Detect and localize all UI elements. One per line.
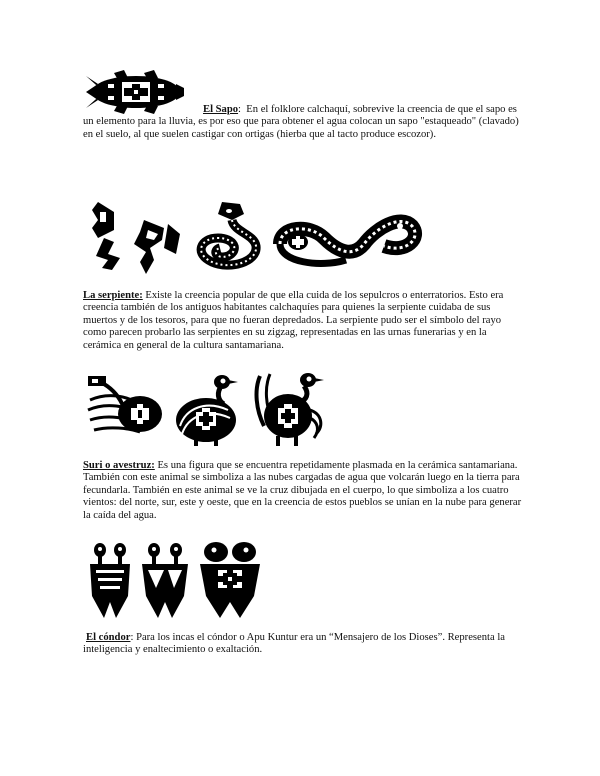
toad-heading: El Sapo (203, 104, 239, 115)
toad-text: En el folklore calchaquí, sobrevive la creencia de que el sapo es un elemento para la lluvia, es por eso que para obtener el agua colocan un sapo "estaqueado" (clavado) en el suelo, al que suelen castigar con ortigas (hierba que al tacto produce escozor). (83, 104, 519, 140)
snakes-figure (84, 198, 424, 276)
condor-heading: El cóndor (86, 632, 131, 643)
toad-paragraph (83, 104, 525, 141)
condor-heading-sep: : (130, 632, 134, 643)
snake-paragraph (83, 290, 525, 352)
rhea-figure (84, 370, 328, 446)
snake-text: Existe la creencia popular de que ella cuida de los sepulcros o enterratorios. Esto era creencia también de los antiguos habitantes calchaquíes para quienes la serpiente cuidaba de sus muertos y de los tesoros, para que no fueran depredados. La serpiente pudo ser el símbolo del rayo como parecen probarlo las serpientes en su zigzag, representadas en las urnas funerarias y en la cerámica en general de la cultura santamariana. (83, 290, 504, 351)
rhea-heading: Suri o avestruz: (83, 460, 155, 471)
rhea-paragraph (83, 460, 525, 522)
rhea-text: Es una figura que se encuentra repetidamente plasmada en la cerámica santamariana. También con este animal se simboliza a las nubes cargadas de agua que volcarán luego en la tierra para fecundarla. También en este animal se ve la cruz dibujada en el cuerpo, lo que simboliza a los cuatro vientos: del norte, sur, este y oeste, que en la creencia de estos pueblos se unían en la nube para generar la caída del agua. (83, 460, 522, 521)
condor-paragraph (83, 632, 525, 657)
condor-text: Para los incas el cóndor o Apu Kuntur era un “Mensajero de los Dioses”. Representa la inteligencia y enaltecimiento o exaltación. (83, 632, 505, 656)
condor-figure (84, 540, 266, 620)
snake-heading: La serpiente: (83, 290, 143, 301)
toad-heading-sep: : (238, 104, 241, 115)
